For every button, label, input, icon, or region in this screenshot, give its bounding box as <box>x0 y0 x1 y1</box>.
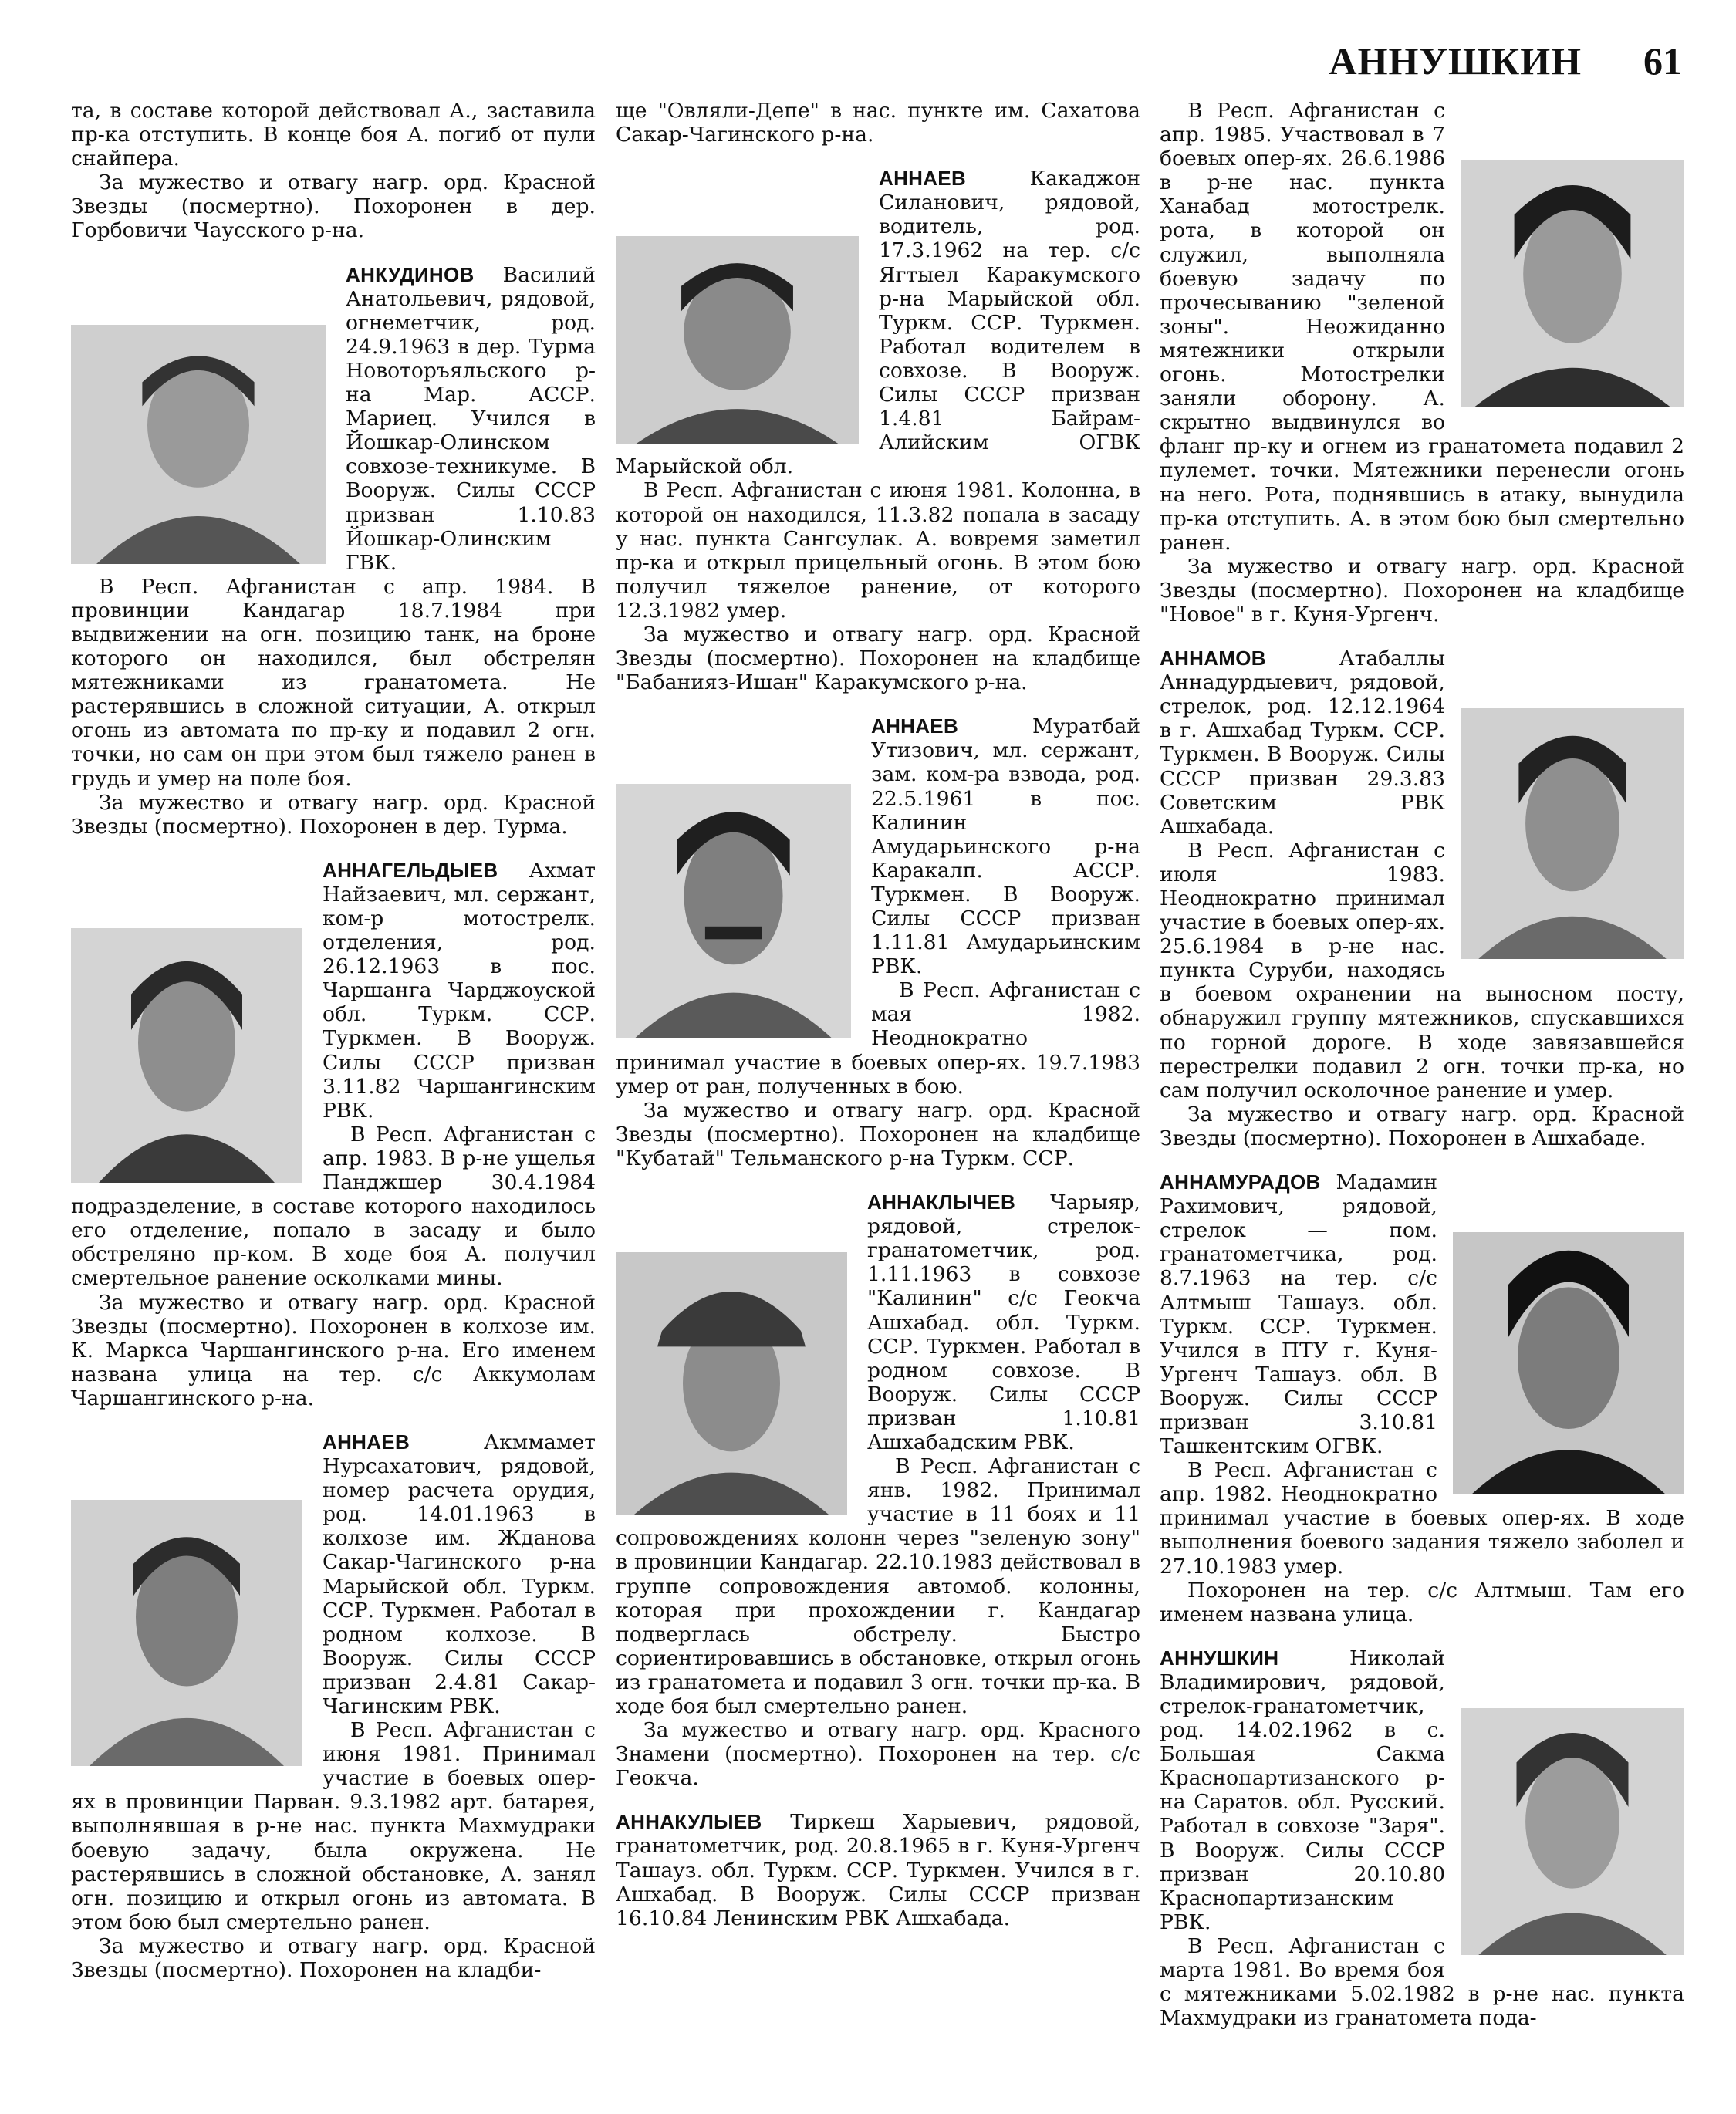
entry-service: В Респ. Афганистан с июля 1983. Неоднократно принимал участие в боевых опер-ях. 25.6.1984 в р-не нас. пункта Суруби, находясь в боевом охранении на выносном посту, обнаружил группу мятежников, спускавшихся по горной дороге. В ходе завязавшейся перестрелки подавил 2 огн. точки пр-ка, но сам получил осколочное ранение и умер. <box>1160 838 1684 1103</box>
entry-name: АННАКЛЫЧЕВ <box>867 1190 1016 1214</box>
entry-name: АННАЕВ <box>871 714 959 738</box>
entry-award: Похоронен на тер. с/с Алтмыш. Там его именем названа улица. <box>1160 1578 1684 1626</box>
entry-award: За мужество и отвагу нагр. орд. Красной Звезды (посмертно). Похоронен в дер. Турма. <box>71 790 596 839</box>
portrait-photo <box>1453 1232 1684 1494</box>
entry-award: За мужество и отвагу нагр. орд. Красной Звезды (посмертно). Похоронен в Ашхабаде. <box>1160 1102 1684 1150</box>
entry-text: ще "Овляли-Депе" в нас. пункте им. Сахатова Сакар-Чагинского р-на. <box>616 99 1140 147</box>
entry-intro: Мадамин Рахимович, рядовой, стрелок — пом. гранатометчика, род. 8.7.1963 на тер. с/с Алтмыш Ташауз. обл. Туркм. ССР. Туркмен. Учился в ПТУ г. Куня-Ургенч Ташауз. обл. В Вооруж. Силы СССР призван 3.10.81 Ташкентским ОГВК. <box>1160 1170 1437 1459</box>
portrait-photo <box>616 236 859 444</box>
entry-award: За мужество и отвагу нагр. орд. Красного Знамени (посмертно). Похоронен на тер. с/с Геокча. <box>616 1718 1140 1791</box>
entry-annaev-muratbay <box>616 714 1140 1170</box>
entry-annamov <box>1160 647 1684 1150</box>
entry-award: За мужество и отвагу нагр. орд. Красной Звезды (посмертно). Похоронен в дер. Горбовичи Чаусского р-на. <box>71 171 596 243</box>
portrait-photo <box>71 928 302 1183</box>
entry-service: В Респ. Афганистан с янв. 1982. Принимал участие в 11 боях и 11 сопровождениях колонн через "зеленую зону" в провинции Кандагар. 22.10.1983 действовал в группе сопровождения автомоб. колонны, которая при прохождении г. Кандагар подверглась обстрелу. Быстро сориентировавшись в обстановке, открыл огонь из гранатомета и подавил 3 огн. точки пр-ка. В ходе боя был смертельно ранен. <box>616 1454 1140 1718</box>
entry-continuation <box>1160 99 1684 626</box>
entry-award: За мужество и отвагу нагр. орд. Красной Звезды (посмертно). Похоронен на кладбище "Новое" в г. Куня-Ургенч. <box>1160 554 1684 626</box>
entry-service: В Респ. Афганистан с июня 1981. Принимал участие в боевых опер-ях в провинции Парван. 9.3.1982 арт. батарея, выполнявшая в р-не нас. пункта Махмудраки боевую задачу, была окружена. Не растерявшись в сложной обстановке, А. занял огн. позицию и открыл огонь из автомата. В этом бою был смертельно ранен. <box>71 1718 596 1934</box>
entry-text: В Респ. Афганистан с апр. 1985. Участвовал в 7 боевых опер-ях. 26.6.1986 в р-не нас. пункта Ханабад мотострелк. рота, в которой он служил, выполняла боевую задачу по прочесыванию "зеленой зоны". Неожиданно мятежники открыли огонь. Мотострелки заняли оборону. А. скрытно выдвинулся во фланг пр-ку и огнем из гранатомета подавил 2 пулемет. точки. Мятежники перенесли огонь на него. Рота, поднявшись в атаку, вынудила пр-ка отступить. А. в этом бою был смертельно ранен. <box>1160 99 1684 555</box>
entry-service: В Респ. Афганистан с апр. 1984. В провинции Кандагар 18.7.1984 при выдвижении на огн. позицию танк, на броне которого он находился, был обстрелян мятежниками из гранатомета. Не растерявшись в сложной ситуации, А. открыл огонь из автомата по пр-ку и подавил 2 огн. точки, но сам он при этом был тяжело ранен в грудь и умер на поле боя. <box>71 574 596 791</box>
entry-service: В Респ. Афганистан с июня 1981. Колонна, в которой он находился, 11.3.82 попала в засаду у нас. пункта Сангсулак. А. вовремя заметил пр-ка и открыл прицельный огонь. В этом бою получил тяжелое ранение, от которого 12.3.1982 умер. <box>616 478 1140 623</box>
entry-intro: Акммамет Нурсахатович, рядовой, номер расчета орудия, род. 14.01.1963 в колхозе им. Жданова Сакар-Чагинского р-на Марыйской обл. Туркм. ССР. Туркмен. Работал в родном колхозе. В Вооруж. Силы СССР призван 2.4.81 Сакар-Чагинским РВК. <box>323 1430 596 1718</box>
portrait-photo <box>616 1252 847 1515</box>
entry-intro: Ахмат Найзаевич, мл. сержант, ком-р мотострелк. отделения, род. 26.12.1963 в пос. Чаршанга Чарджоуской обл. Туркм. ССР. Туркмен. В Вооруж. Силы СССР призван 3.11.82 Чаршангинским РВК. <box>323 858 596 1123</box>
entry-name: АННАЕВ <box>879 167 967 191</box>
entry-text: та, в составе которой действовал А., заставила пр-ка отступить. В конце боя А. погиб от пули снайпера. <box>71 99 596 171</box>
entry-name: АННУШКИН <box>1160 1646 1279 1670</box>
portrait-photo <box>1461 160 1684 407</box>
entry-intro: Чарыяр, рядовой, стрелок-гранатометчик, род. 1.11.1963 в совхозе "Калинин" с/с Геокча Ашхабад. обл. Туркм. ССР. Туркмен. Работал в родном совхозе. В Вооруж. Силы СССР призван 1.10.81 Ашхабадским РВК. <box>867 1190 1140 1454</box>
entry-name: АННАКУЛЫЕВ <box>616 1810 762 1834</box>
entry-award: За мужество и отвагу нагр. орд. Красной Звезды (посмертно). Похоронен на кладбище "Кубатай" Тельманского р-на Туркм. ССР. <box>616 1098 1140 1170</box>
entry-service: В Респ. Афганистан с мая 1982. Неоднократно принимал участие в боевых опер-ях. 19.7.1983 умер от ран, полученных в бою. <box>616 978 1140 1099</box>
portrait-photo <box>71 1500 302 1766</box>
entry-name: АННАМУРАДОВ <box>1160 1170 1321 1194</box>
portrait-photo <box>71 325 326 564</box>
entry-intro: Атабаллы Аннадурдыевич, рядовой, стрелок, род. 12.12.1964 в г. Ашхабад Туркм. ССР. Туркмен. В Вооруж. Силы СССР призван 29.3.83 Советским РВК Ашхабада. <box>1160 647 1445 839</box>
column-2 <box>616 99 1140 1930</box>
entry-name: АННАЕВ <box>323 1430 410 1454</box>
page-header <box>62 39 1682 85</box>
entry-service: В Респ. Афганистан с апр. 1982. Неоднократно принимал участие в боевых опер-ях. В ходе выполнения боевого задания тяжело заболел и 27.10.1983 умер. <box>1160 1458 1684 1579</box>
entry-name: АННАГЕЛЬДЫЕВ <box>323 858 498 882</box>
entry-annushkin <box>1160 1646 1684 2031</box>
entry-intro: Тиркеш Харыевич, рядовой, гранатометчик, род. 20.8.1965 в г. Куня-Ургенч Ташауз. обл. Туркм. ССР. Туркмен. Учился в г. Ашхабад. В Вооруж. Силы СССР призван 16.10.84 Ленинским РВК Ашхабада. <box>616 1810 1140 1930</box>
entry-annamuradov <box>1160 1170 1684 1626</box>
page-number: 61 <box>1643 39 1682 83</box>
entry-annaev-akmmamet <box>71 1430 596 1982</box>
running-head: АННУШКИН <box>1329 39 1582 83</box>
portrait-photo <box>1461 708 1684 959</box>
entry-intro: Какаджон Силанович, рядовой, водитель, род. 17.3.1962 на тер. с/с Ягтыел Каракумского р-на Марыйской обл. Туркм. ССР. Туркмен. Работал водителем в совхозе. В Вооруж. Силы СССР призван 1.4.81 Байрам-Алийским ОГВК Марыйской обл. <box>616 167 1140 479</box>
entry-intro: Муратбай Утизович, мл. сержант, зам. ком-ра взвода, род. 22.5.1961 в пос. Калинин Амударьинского р-на Каракалп. АССР. Туркмен. В Вооруж. Силы СССР призван 1.11.81 Амударьинским РВК. <box>871 714 1140 979</box>
portrait-photo <box>616 784 851 1038</box>
entry-service: В Респ. Афганистан с апр. 1983. В р-не ущелья Панджшер 30.4.1984 подразделение, в составе которого находилось его отделение, попало в засаду и было обстреляно пр-ком. В ходе боя А. получил смертельное ранение осколками мины. <box>71 1122 596 1291</box>
column-1 <box>71 99 596 1982</box>
column-3 <box>1160 99 1684 2030</box>
entry-intro: Николай Владимирович, рядовой, стрелок-гранатометчик, род. 14.02.1962 в с. Большая Сакма Краснопартизанского р-на Саратов. обл. Русский. Работал в совхозе "Заря". В Вооруж. Силы СССР призван 20.10.80 Краснопартизанским РВК. <box>1160 1646 1445 1934</box>
entry-intro: Василий Анатольевич, рядовой, огнеметчик, род. 24.9.1963 в дер. Турма Новоторъяльского р-на Мар. АССР. Мариец. Учился в Йошкар-Олинском совхозе-техникуме. В Вооруж. Силы СССР призван 1.10.83 Йошкар-Олинским ГВК. <box>346 262 596 575</box>
entry-continuation <box>71 99 596 243</box>
entry-name: АНКУДИНОВ <box>346 262 475 286</box>
entry-continuation <box>616 99 1140 147</box>
entry-annaev-kakadzhon <box>616 167 1140 694</box>
entry-name: АННАМОВ <box>1160 647 1266 670</box>
entry-annakulyev <box>616 1810 1140 1930</box>
entry-award: За мужество и отвагу нагр. орд. Красной Звезды (посмертно). Похоронен на кладбище "Бабанияз-Ишан" Каракумского р-на. <box>616 622 1140 695</box>
entry-award: За мужество и отвагу нагр. орд. Красной Звезды (посмертно). Похоронен на кладби- <box>71 1933 596 1983</box>
entry-award: За мужество и отвагу нагр. орд. Красной Звезды (посмертно). Похоронен в колхозе им. К. Маркса Чаршангинского р-на. Его именем названа улица на тер. с/с Аккумолам Чаршангинского р-на. <box>71 1290 596 1410</box>
entry-annaklychev <box>616 1190 1140 1790</box>
entry-ankudinov <box>71 263 596 839</box>
entry-annageldyev <box>71 859 596 1410</box>
entry-service: В Респ. Афганистан с марта 1981. Во время боя с мятежниками 5.02.1982 в р-не нас. пункта Махмудраки из гранатомета пода- <box>1160 1933 1684 2031</box>
portrait-photo <box>1461 1708 1684 1955</box>
